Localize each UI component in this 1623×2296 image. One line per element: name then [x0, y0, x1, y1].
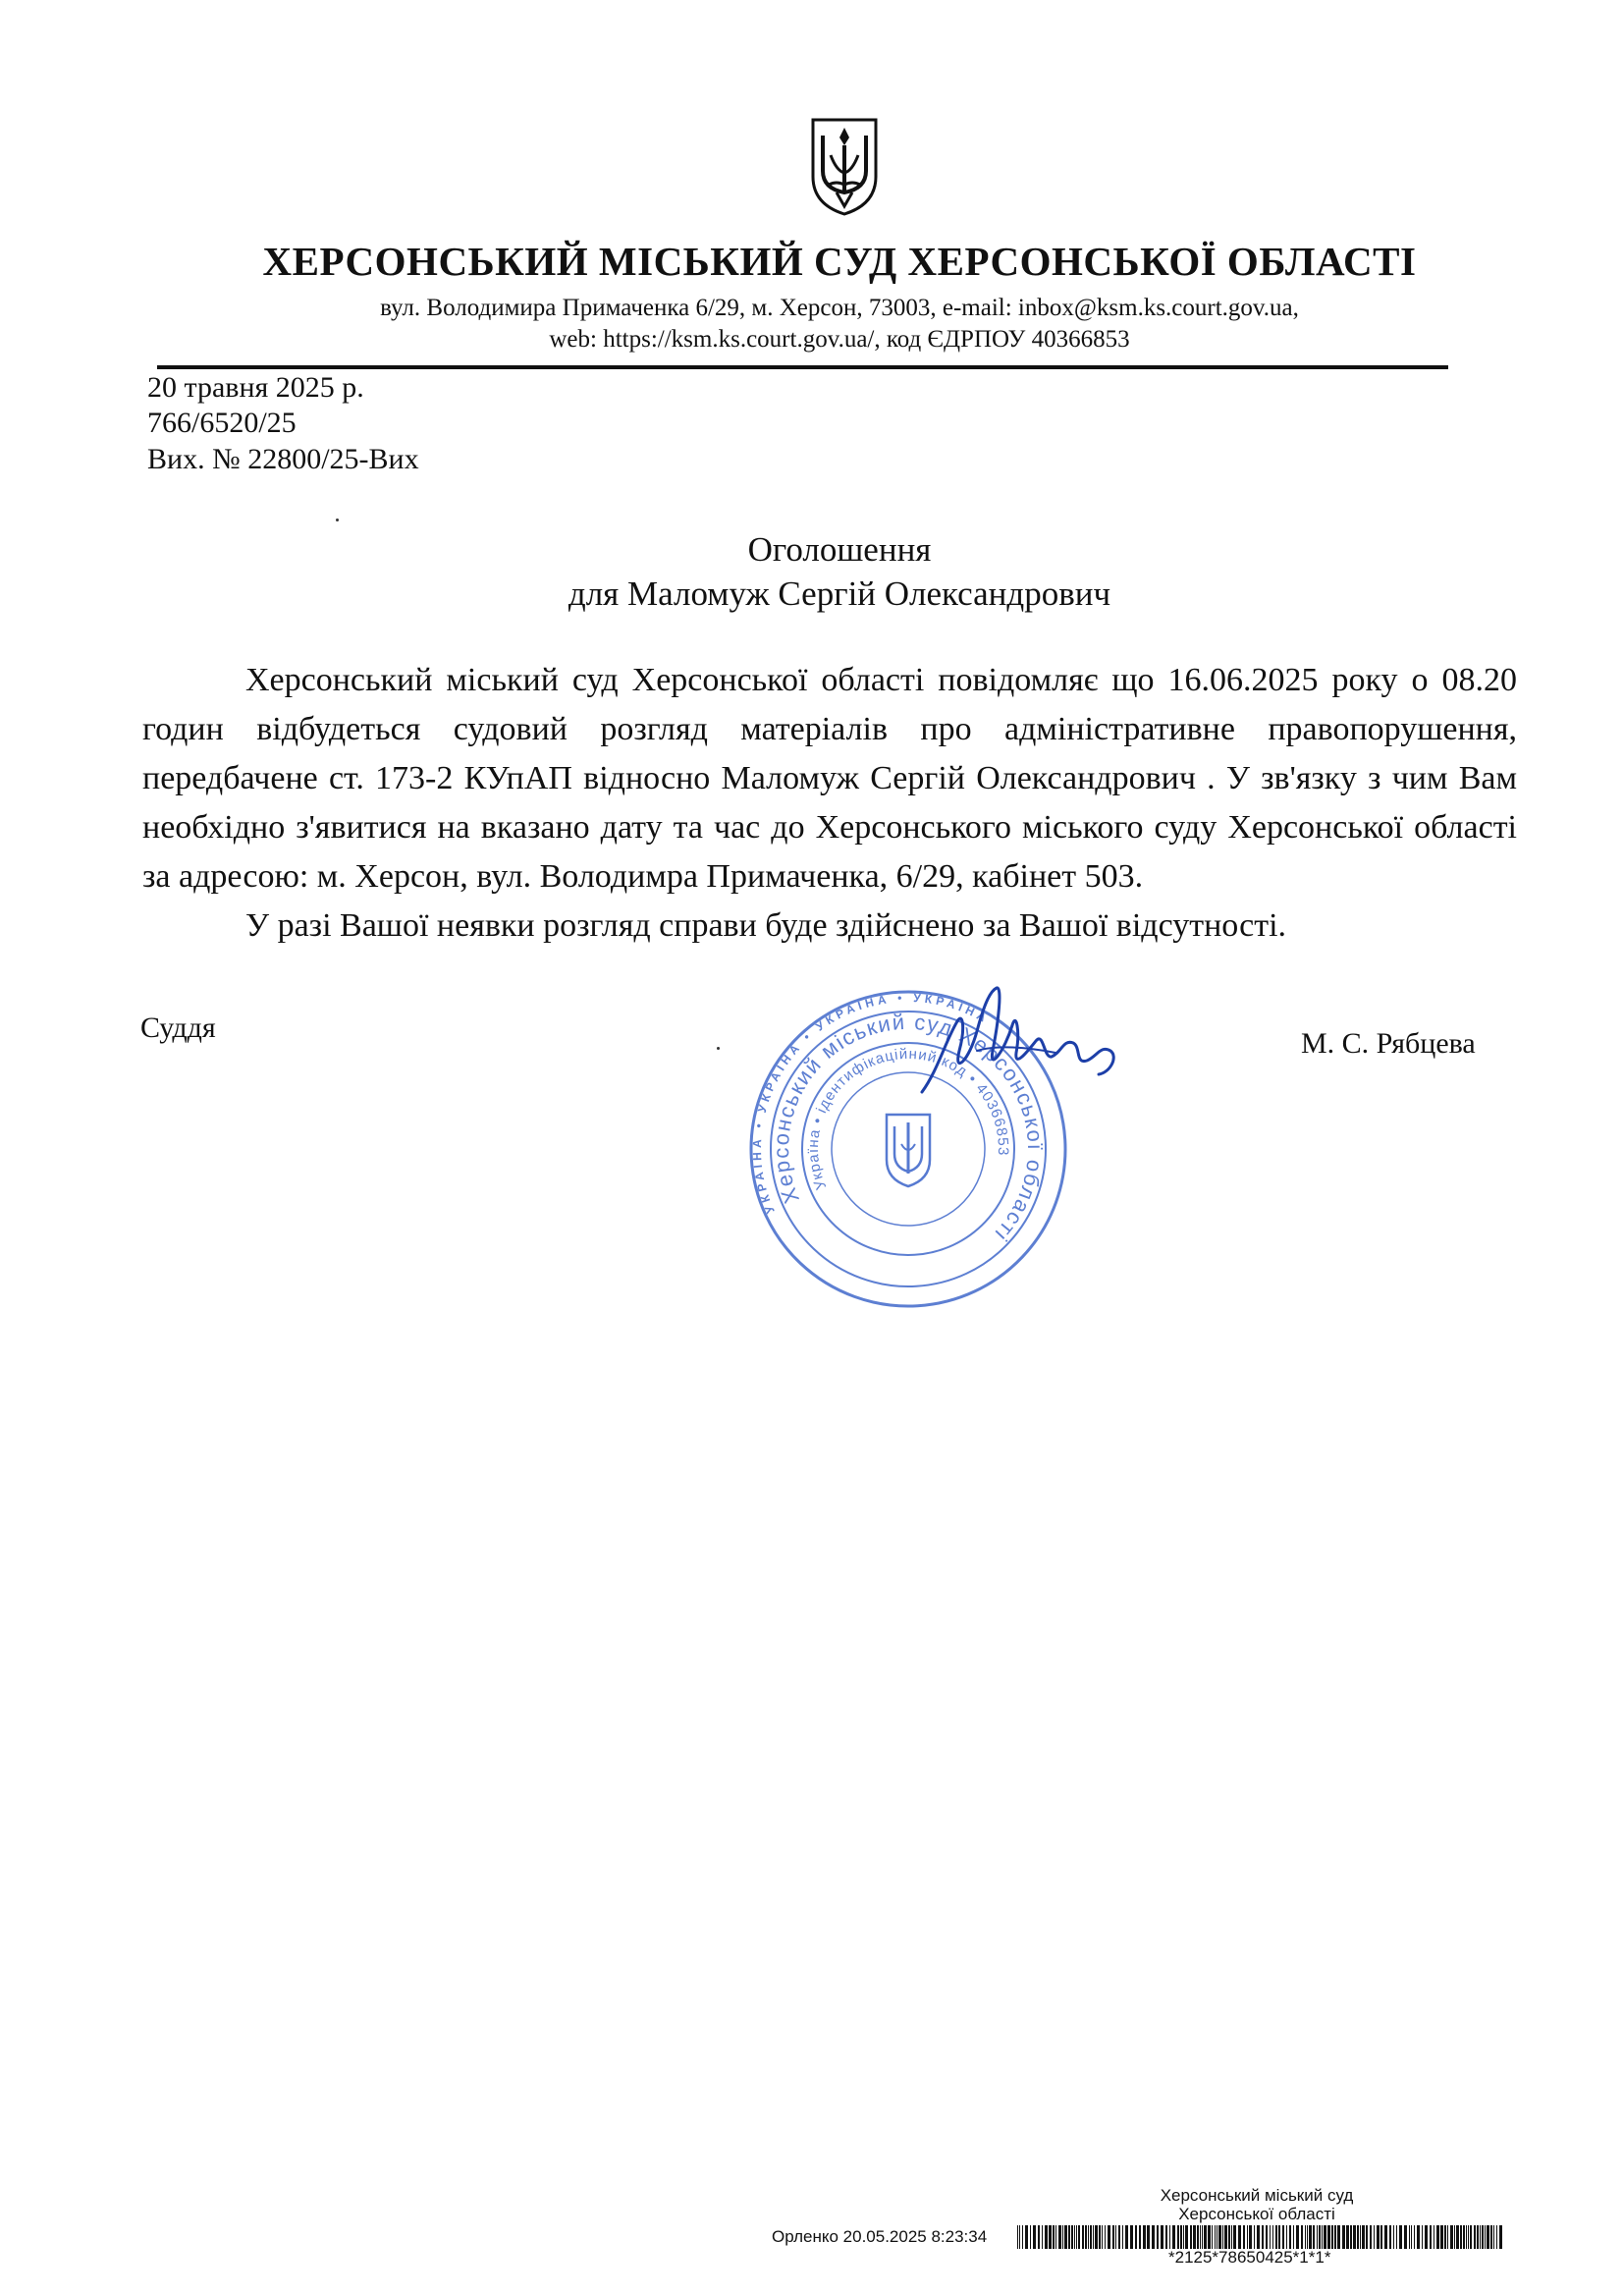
barcode-bar: [1409, 2225, 1410, 2249]
barcode-bar: [1342, 2225, 1345, 2249]
barcode-bar: [1499, 2225, 1502, 2249]
barcode-bar: [1450, 2225, 1453, 2249]
barcode-bar: [1474, 2225, 1476, 2249]
barcode-bar: [1493, 2225, 1494, 2249]
judge-signature: [918, 982, 1124, 1110]
barcode-bar: [1122, 2225, 1123, 2249]
barcode-bar: [1135, 2225, 1137, 2249]
barcode-bar: [1193, 2225, 1196, 2249]
barcode-bar: [1327, 2225, 1330, 2249]
barcode-bar: [1125, 2225, 1128, 2249]
barcode-bar: [1139, 2225, 1141, 2249]
barcode-bar: [1212, 2225, 1213, 2249]
barcode-bar: [1099, 2225, 1101, 2249]
barcode-bar: [1350, 2225, 1352, 2249]
signer-role: Суддя: [140, 1011, 216, 1044]
barcode-bar: [1115, 2225, 1116, 2249]
barcode-bar: [1082, 2225, 1084, 2249]
barcode-bar: [1380, 2225, 1382, 2249]
barcode-bar: [1404, 2225, 1407, 2249]
announcement-title: Оголошення: [747, 530, 932, 569]
barcode-bar: [1422, 2225, 1423, 2249]
barcode-bar: [1025, 2225, 1028, 2249]
barcode-bar: [1102, 2225, 1103, 2249]
barcode-bar: [1293, 2225, 1294, 2249]
barcode-bar: [1482, 2225, 1484, 2249]
barcode-bar: [1058, 2225, 1061, 2249]
barcode-bar: [1017, 2225, 1018, 2249]
announcement-body: [142, 656, 1517, 951]
barcode-bar: [1183, 2225, 1184, 2249]
barcode-bar: [1296, 2225, 1299, 2249]
barcode-bar: [1447, 2225, 1448, 2249]
barcode-bar: [1068, 2225, 1070, 2249]
stamp-trident-icon: [887, 1115, 930, 1186]
barcode-bar: [1286, 2225, 1287, 2249]
barcode-bar: [1243, 2225, 1245, 2249]
barcode-bar: [1064, 2225, 1067, 2249]
barcode-bar: [1262, 2225, 1264, 2249]
stamp-outer-text: УКРАЇНА • УКРАЇНА • УКРАЇНА • УКРАЇНА: [749, 990, 993, 1216]
barcode-bar: [1231, 2225, 1232, 2249]
scan-speck: [336, 519, 339, 521]
barcode-bar: [1399, 2225, 1402, 2249]
barcode-bar: [1440, 2225, 1443, 2249]
barcode-bar: [1147, 2225, 1150, 2249]
barcode-bar: [1130, 2225, 1133, 2249]
barcode-bar: [1305, 2225, 1306, 2249]
barcode-bar: [1346, 2225, 1349, 2249]
barcode-bar: [1490, 2225, 1492, 2249]
barcode-bar: [1247, 2225, 1248, 2249]
body-paragraph: У разі Вашої неявки розгляд справи буде здійснено за Вашої відсутності.: [245, 907, 1287, 944]
registration-court-region: Херсонської області: [1178, 2205, 1335, 2223]
barcode-bar: [1480, 2225, 1481, 2249]
barcode-bar: [1118, 2225, 1120, 2249]
barcode-bar: [1309, 2225, 1312, 2249]
barcode-bar: [1143, 2225, 1146, 2249]
barcode-bar: [1177, 2225, 1179, 2249]
barcode-bar: [1238, 2225, 1241, 2249]
case-number: 766/6520/25: [147, 407, 297, 439]
barcode-bar: [1076, 2225, 1077, 2249]
court-name-heading: ХЕРСОНСЬКИЙ МІСЬКИЙ СУД ХЕРСОНСЬКОЇ ОБЛАСТІ: [262, 239, 1417, 284]
barcode-bar: [1454, 2225, 1455, 2249]
barcode-bar: [1257, 2225, 1260, 2249]
barcode-bar: [1071, 2225, 1073, 2249]
barcode-bar: [1485, 2225, 1486, 2249]
barcode-bar: [1334, 2225, 1336, 2249]
barcode-bar: [1078, 2225, 1080, 2249]
barcode-bar: [1200, 2225, 1201, 2249]
document-date: 20 травня 2025 р.: [147, 371, 364, 404]
barcode-bar: [1266, 2225, 1268, 2249]
barcode-bar: [1444, 2225, 1446, 2249]
barcode-bar: [1389, 2225, 1391, 2249]
announcement-addressee: для Маломуж Сергій Олександрович: [568, 574, 1111, 613]
barcode-bar: [1033, 2225, 1036, 2249]
trident-emblem-icon: [807, 116, 882, 218]
barcode-bar: [1042, 2225, 1043, 2249]
barcode-bar: [1049, 2225, 1052, 2249]
barcode-bar: [1062, 2225, 1063, 2249]
barcode-bar: [1204, 2225, 1207, 2249]
barcode-bar: [1396, 2225, 1397, 2249]
barcode-bar: [1317, 2225, 1318, 2249]
barcode-bar: [1093, 2225, 1094, 2249]
barcode-bar: [1088, 2225, 1089, 2249]
barcode-bar: [1436, 2225, 1439, 2249]
barcode-bar: [1417, 2225, 1420, 2249]
barcode-bar: [1190, 2225, 1192, 2249]
barcode-bar: [1019, 2225, 1020, 2249]
barcode-bar: [1053, 2225, 1055, 2249]
court-web-line: web: https://ksm.ks.court.gov.ua/, код ЄДРПОУ 40366853: [549, 326, 1130, 353]
barcode-bar: [1272, 2225, 1273, 2249]
barcode-bar: [1172, 2225, 1175, 2249]
barcode-bar: [1105, 2225, 1106, 2249]
barcode-bar: [1456, 2225, 1459, 2249]
court-address-line: вул. Володимира Примаченка 6/29, м. Херсон, 73003, e-mail: inbox@ksm.ks.court.gov.ua,: [380, 295, 1299, 321]
barcode-bar: [1377, 2225, 1380, 2249]
barcode-bar: [1337, 2225, 1340, 2249]
barcode-bar: [1224, 2225, 1227, 2249]
barcode-bar: [1185, 2225, 1188, 2249]
barcode-bar: [1045, 2225, 1048, 2249]
barcode-bar: [1357, 2225, 1359, 2249]
barcode-bar: [1169, 2225, 1170, 2249]
barcode-bar: [1161, 2225, 1163, 2249]
barcode-bar: [1313, 2225, 1315, 2249]
barcode-bar: [1487, 2225, 1489, 2249]
barcode-bar: [1157, 2225, 1159, 2249]
header-divider: [157, 365, 1448, 369]
registration-operator-timestamp: Орленко 20.05.2025 8:23:34: [772, 2227, 988, 2246]
barcode-bar: [1282, 2225, 1284, 2249]
barcode-bar: [1249, 2225, 1252, 2249]
barcode-bar: [1180, 2225, 1182, 2249]
barcode-bar: [1425, 2225, 1428, 2249]
barcode-bar: [1477, 2225, 1479, 2249]
barcode-bar: [1275, 2225, 1277, 2249]
barcode-bar: [1278, 2225, 1280, 2249]
barcode-bar: [1393, 2225, 1394, 2249]
barcode-bar: [1331, 2225, 1333, 2249]
barcode-bar: [1270, 2225, 1271, 2249]
barcode-bar: [1496, 2225, 1497, 2249]
barcode-bar: [1362, 2225, 1365, 2249]
barcode-bar: [1030, 2225, 1031, 2249]
barcode-bar: [1468, 2225, 1469, 2249]
barcode-bar: [1074, 2225, 1075, 2249]
scan-speck: [717, 1047, 720, 1050]
barcode-bar: [1322, 2225, 1323, 2249]
barcode-bar: [1411, 2225, 1412, 2249]
barcode-bar: [1324, 2225, 1326, 2249]
barcode-bar: [1470, 2225, 1472, 2249]
barcode-bar: [1301, 2225, 1303, 2249]
barcode-bar: [1090, 2225, 1092, 2249]
barcode-bar: [1430, 2225, 1432, 2249]
barcode-bar: [1370, 2225, 1372, 2249]
barcode-bar: [1218, 2225, 1221, 2249]
barcode-bar: [1366, 2225, 1368, 2249]
barcode-bar: [1319, 2225, 1321, 2249]
barcode-bar: [1152, 2225, 1155, 2249]
barcode-bar: [1165, 2225, 1167, 2249]
outgoing-number: Вих. № 22800/25-Вих: [147, 443, 419, 475]
barcode-bar: [1233, 2225, 1236, 2249]
barcode-bar: [1228, 2225, 1230, 2249]
barcode-bar: [1095, 2225, 1098, 2249]
barcode-bar: [1463, 2225, 1465, 2249]
barcode-bar: [1384, 2225, 1387, 2249]
barcode-bar: [1022, 2225, 1023, 2249]
barcode-bar: [1108, 2225, 1110, 2249]
barcode-bar: [1289, 2225, 1291, 2249]
barcode-bar: [1197, 2225, 1199, 2249]
barcode-bar: [1222, 2225, 1223, 2249]
barcode-bar: [1353, 2225, 1356, 2249]
body-paragraph: Херсонський міський суд Херсонської області повідомляє що 16.06.2025 року о 08.20 годин відбудеться судовий розгляд матеріалів про адміністративне правопорушення, передбачене ст. 173-2 КУпАП відносно Маломуж Сергій Олександрович . У зв'язку з чим Вам необхідно з'явитися на вказано дату та час до Херсонського міського суду Херсонської області за адресою: м. Херсон, вул. Володимра Примаченка, 6/29, кабінет 503.: [142, 662, 1517, 895]
barcode-bar: [1085, 2225, 1087, 2249]
barcode-bar: [1254, 2225, 1255, 2249]
barcode-bar: [1360, 2225, 1361, 2249]
barcode-bar: [1055, 2225, 1056, 2249]
registration-court-line: Херсонський міський суд: [1160, 2186, 1354, 2205]
registration-code: *2125*78650425*1*1*: [1168, 2248, 1331, 2267]
barcode-bar: [1208, 2225, 1211, 2249]
stamp-inner-text: Україна • ідентифікаційний код • 40366853: [804, 1045, 1012, 1192]
barcode-bar: [1460, 2225, 1462, 2249]
barcode-bar: [1112, 2225, 1114, 2249]
barcode-bar: [1374, 2225, 1375, 2249]
stamp-middle-text: Херсонський міський суд Херсонської області: [768, 1009, 1049, 1247]
judge-name: М. С. Рябцева: [1301, 1027, 1476, 1060]
barcode-bar: [1307, 2225, 1308, 2249]
barcode-bar: [1414, 2225, 1415, 2249]
barcode-bar: [1466, 2225, 1467, 2249]
barcode-bar: [1038, 2225, 1040, 2249]
registration-barcode: [1017, 2225, 1508, 2249]
barcode-bar: [1202, 2225, 1203, 2249]
barcode-bar: [1215, 2225, 1216, 2249]
